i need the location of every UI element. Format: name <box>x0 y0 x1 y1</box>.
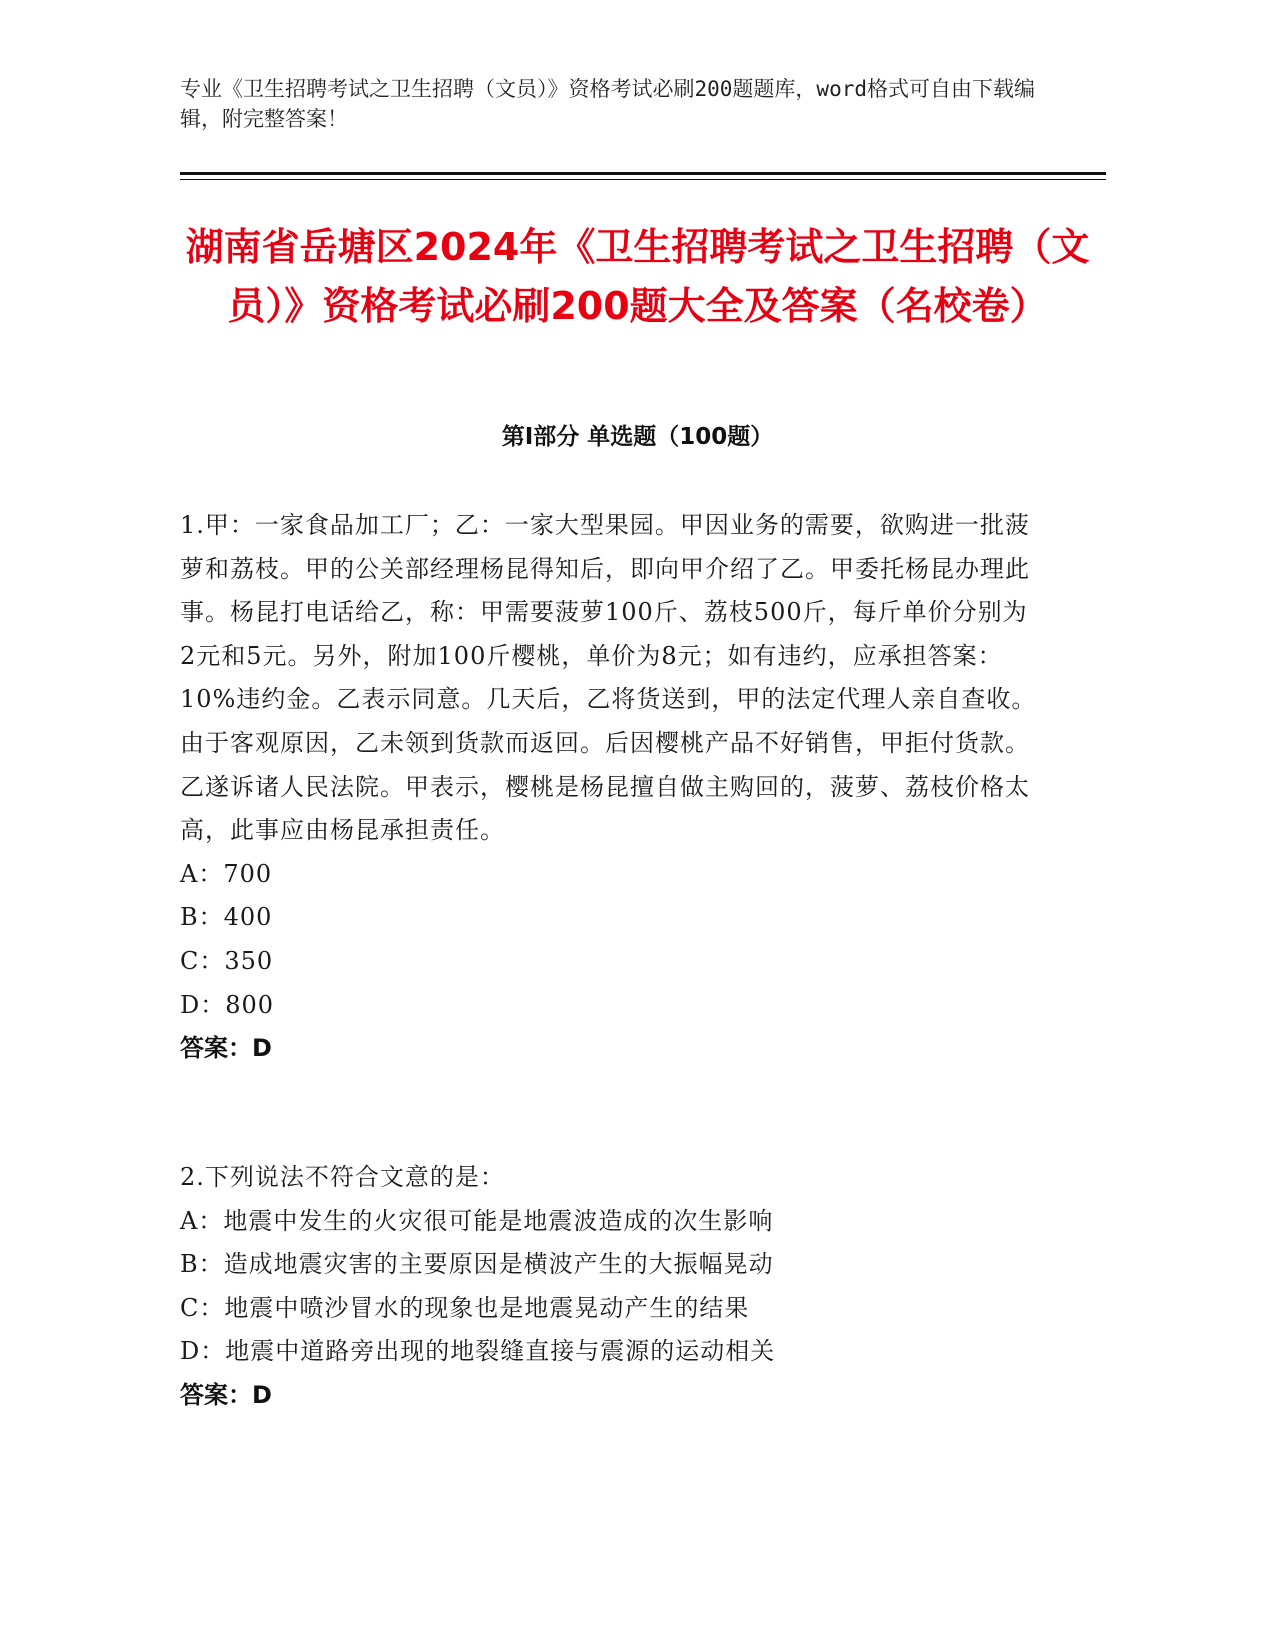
option-c: C：350 <box>180 946 274 975</box>
option-c: C：地震中喷沙冒水的现象也是地震晃动产生的结果 <box>180 1293 750 1322</box>
header-rule-thick <box>180 172 1106 175</box>
question-2 <box>180 1156 1040 1418</box>
option-d: D：地震中道路旁出现的地裂缝直接与震源的运动相关 <box>180 1337 776 1366</box>
header-note: 专业《卫生招聘考试之卫生招聘（文员）》资格考试必刷200题题库，word格式可自由下载编辑，附完整答案！ <box>180 77 1035 131</box>
option-b: B：造成地震灾害的主要原因是横波产生的大振幅晃动 <box>180 1250 774 1279</box>
question-1 <box>180 504 1040 1071</box>
option-b: B：400 <box>180 903 273 932</box>
question-stem: 2.下列说法不符合文意的是： <box>180 1163 505 1191</box>
question-stem: 1.甲：一家食品加工厂；乙：一家大型果园。甲因业务的需要，欲购进一批菠萝和荔枝。甲的公关部经理杨昆得知后，即向甲介绍了乙。甲委托杨昆办理此事。杨昆打电话给乙，称：甲需要菠萝100斤、荔枝500斤，每斤单价分别为2元和5元。另外，附加100斤樱桃，单价为8元；如有违约，应承担答案：10%违约金。乙表示同意。几天后，乙将货送到，甲的法定代理人亲自查收。由于客观原因，乙未领到货款而返回。后因樱桃产品不好销售，甲拒付货款。乙遂诉诸人民法院。甲表示，樱桃是杨昆擅自做主购回的，菠萝、荔枝价格太高，此事应由杨昆承担责任。 <box>180 511 1037 845</box>
option-a: A：地震中发生的火灾很可能是地震波造成的次生影响 <box>180 1206 774 1235</box>
section-heading: 第Ⅰ部分 单选题（100题） <box>501 424 774 450</box>
answer: 答案：D <box>180 1380 272 1409</box>
answer: 答案：D <box>180 1034 272 1063</box>
document-title: 湖南省岳塘区2024年《卫生招聘考试之卫生招聘（文员）》资格考试必刷200题大全及答案（名校卷） <box>185 225 1090 328</box>
option-a: A：700 <box>180 859 273 888</box>
option-d: D：800 <box>180 990 275 1019</box>
header-rule-thin <box>180 179 1106 180</box>
